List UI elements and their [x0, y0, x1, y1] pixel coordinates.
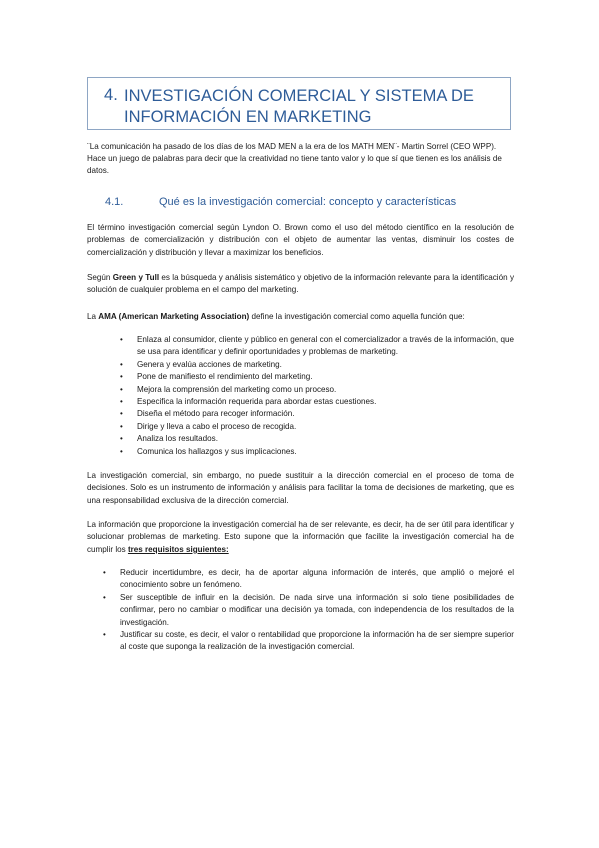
bold-term: Green y Tull	[112, 273, 160, 282]
list-item	[87, 371, 514, 383]
list-item-text: Diseña el método para recoger información.	[137, 409, 295, 419]
list-item-text: Mejora la comprensión del marketing como un proceso.	[137, 384, 337, 394]
section-title: Qué es la investigación comercial: concepto y características	[159, 196, 457, 208]
bullet-icon: •	[120, 335, 123, 344]
list-item	[87, 334, 514, 359]
paragraph-ama	[87, 311, 514, 323]
bold-term: AMA (American Marketing Association)	[98, 312, 250, 321]
list-item	[87, 421, 514, 433]
paragraph-requirements-intro	[87, 519, 514, 556]
bullet-icon: •	[120, 409, 123, 419]
section-number: 4.1.	[105, 196, 124, 208]
list-item	[87, 592, 514, 629]
list-item-text: Pone de manifiesto el rendimiento del marketing.	[137, 372, 313, 382]
paragraph-green-tull	[87, 272, 514, 297]
list-item	[87, 408, 514, 420]
list-item-text: Ser susceptible de influir en la decisión. De nada sirve una información si solo tiene posibilidades de confirmar, pero no cambiar o modificar una decisión ya tomada, con independencia de los resultados de la investigación.	[120, 592, 514, 627]
text-segment: es la búsqueda y análisis sistemático y objetivo de la información relevante para la identificación y solución de cualquier problema en el campo del marketing.	[87, 273, 514, 295]
bullet-icon: •	[103, 568, 106, 577]
intro-quote: ¨La comunicación ha pasado de los días de los MAD MEN a la era de los MATH MEN¨- Martin Sorrel (CEO WPP). Hace un juego de palabras para decir que la creatividad no tiene tanto valor y lo que sí que tienen es los análisis de datos.	[87, 142, 502, 176]
paragraph-brown-definition: El término investigación comercial según Lyndon O. Brown como el uso del método científico en la resolución de problemas de comercialización y distribución con el objeto de aumentar las ventas, disminuir los costes de comercialización y distribución y llevar a maximizar los beneficios.	[87, 223, 514, 257]
list-item-text: Comunica los hallazgos y sus implicaciones.	[137, 446, 297, 456]
list-item-text: Dirige y lleva a cabo el proceso de recogida.	[137, 421, 297, 431]
list-item-text: Analiza los resultados.	[137, 434, 218, 444]
list-item-text: Especifica la información requerida para abordar estas cuestiones.	[137, 397, 377, 407]
bullet-icon: •	[120, 384, 123, 394]
list-item	[87, 384, 514, 396]
list-item	[87, 433, 514, 445]
text-segment: La	[87, 312, 99, 321]
chapter-title: INVESTIGACIÓN COMERCIAL Y SISTEMA DE INFORMACIÓN EN MARKETING	[124, 87, 474, 126]
bullet-icon: •	[103, 630, 106, 640]
list-item-text: Justificar su coste, es decir, el valor o rentabilidad que proporcione la información ha de ser siempre superior al coste que suponga la realización de la investigación comercial.	[120, 630, 514, 652]
list-item	[87, 359, 514, 371]
text-segment: define la investigación comercial como aquella función que:	[249, 312, 465, 321]
list-item	[87, 629, 514, 654]
bullet-icon: •	[120, 359, 123, 369]
text-segment: La información que proporcione la investigación comercial ha de ser relevante, es decir, ha de ser útil para identificar y solucionar problemas de marketing. Esto supone que la información que facilite la investigación comercial ha de cumplir los	[87, 520, 514, 554]
bullet-icon: •	[120, 421, 123, 431]
requirements-list	[87, 567, 514, 654]
bullet-icon: •	[120, 434, 123, 444]
underlined-term: tres requisitos siguientes:	[127, 544, 229, 554]
text-segment: Según	[87, 273, 113, 282]
bullet-icon: •	[120, 372, 123, 382]
list-item	[87, 446, 514, 458]
list-item	[87, 396, 514, 408]
bullet-icon: •	[120, 446, 123, 456]
chapter-heading-box	[87, 77, 511, 130]
list-item-text: Reducir incertidumbre, es decir, ha de aportar alguna información de interés, que amplió o mejoré el conocimiento sobre un fenómeno.	[120, 568, 514, 590]
list-item	[87, 567, 514, 592]
chapter-number: 4.	[104, 86, 118, 104]
list-item-text: Enlaza al consumidor, cliente y público en general con el comercializador a través de la información, que se usa para identificar y definir oportunidades y problemas de marketing.	[137, 335, 514, 357]
bullet-icon: •	[103, 592, 106, 602]
ama-function-list	[87, 334, 514, 458]
list-item-text: Genera y evalúa acciones de marketing.	[137, 359, 282, 369]
paragraph-limitations: La investigación comercial, sin embargo, no puede sustituir a la dirección comercial en el proceso de toma de decisiones. Solo es un instrumento de información y análisis para facilitar la toma de decisiones de marketing, que es una responsabilidad exclusiva de la dirección comercial.	[87, 471, 514, 505]
bullet-icon: •	[120, 397, 123, 407]
